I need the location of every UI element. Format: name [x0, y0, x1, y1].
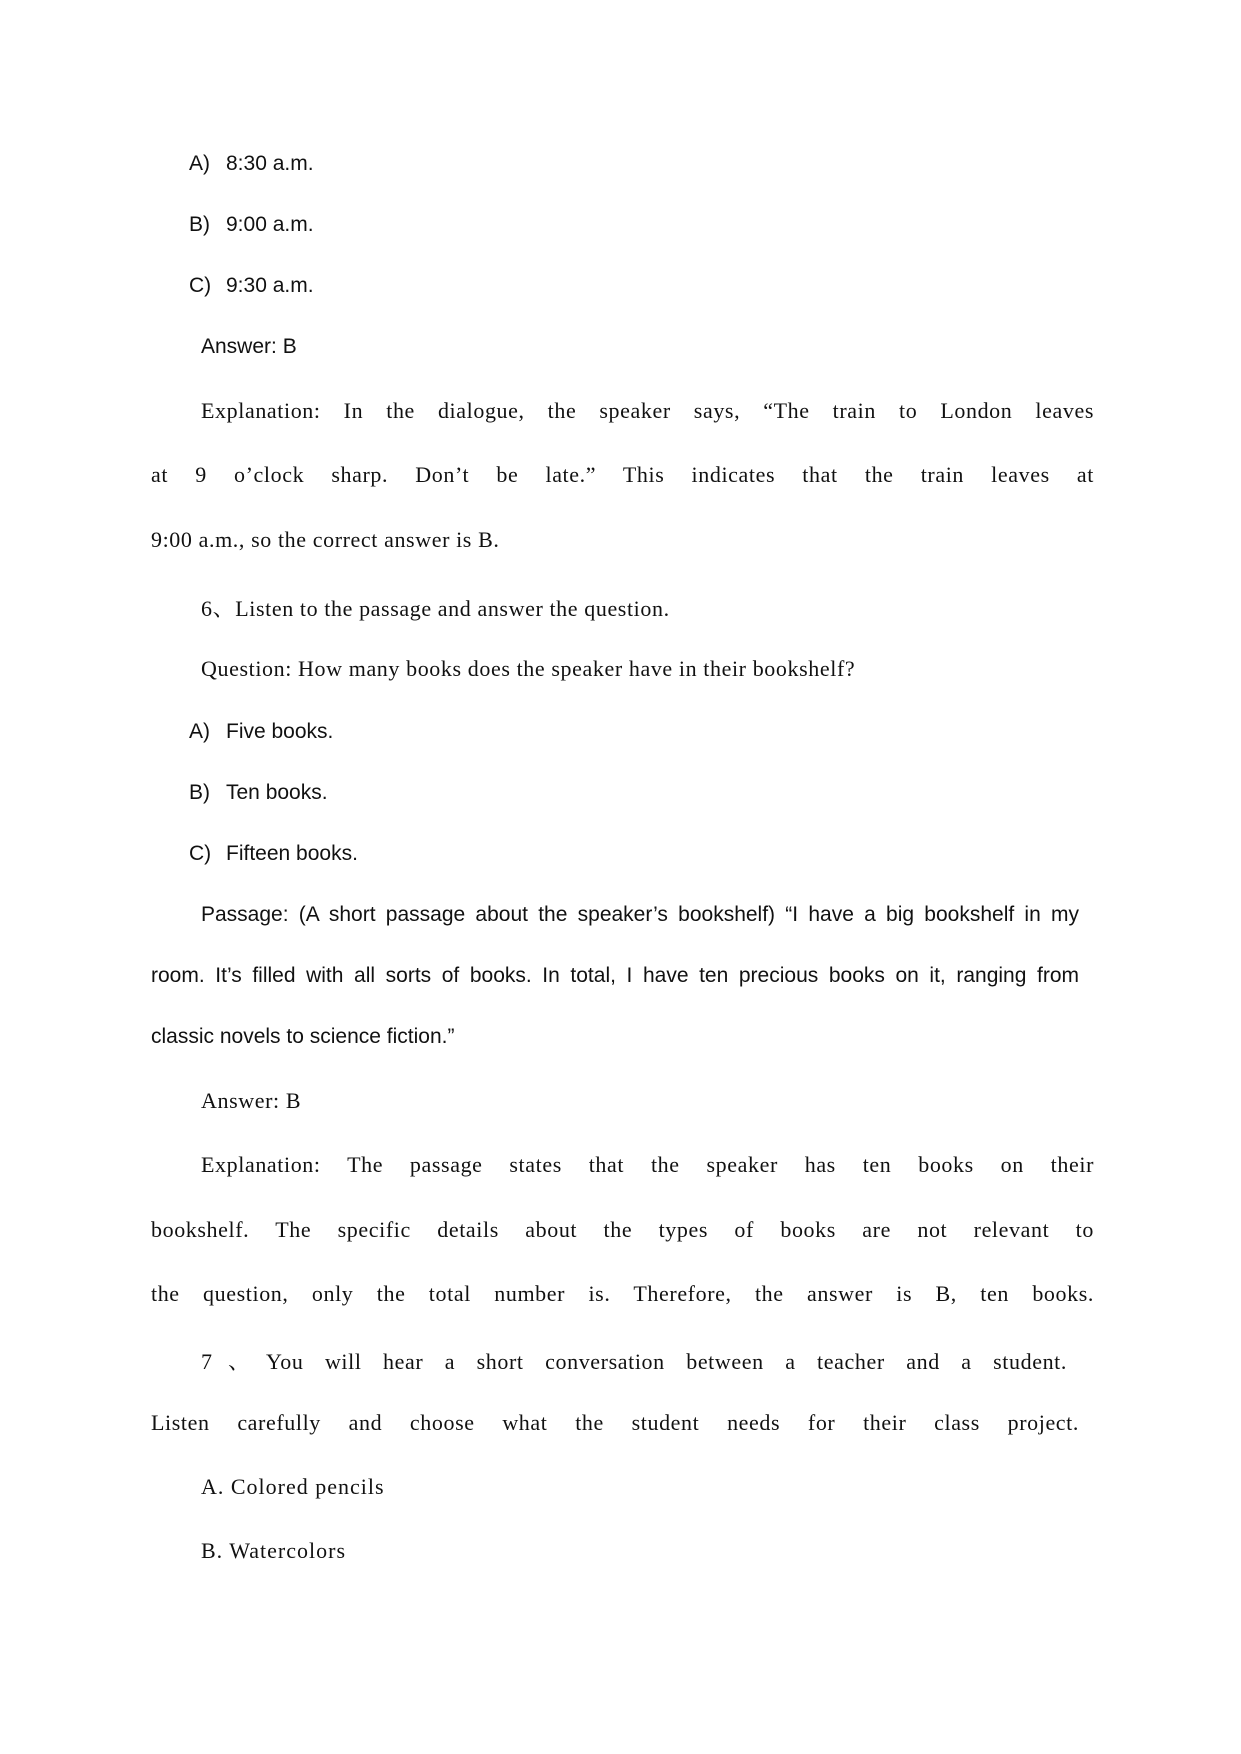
q5-explanation-line-1: Explanation: In the dialogue, the speaker says, “The train to London leaves	[201, 398, 1094, 423]
q5-option-a	[189, 152, 314, 176]
q5-explanation-line-2: at 9 o’clock sharp. Don’t be late.” This indicates that the train leaves at	[151, 462, 1094, 487]
option-label: B)	[189, 781, 210, 804]
q5-answer: Answer: B	[201, 335, 297, 358]
q6-explanation-line-1: Explanation: The passage states that the speaker has ten books on their	[201, 1152, 1094, 1177]
q7-option-b: B. Watercolors	[201, 1538, 347, 1563]
option-label: B)	[189, 213, 210, 236]
q7-option-a: A. Colored pencils	[201, 1474, 385, 1499]
option-text: 9:30 a.m.	[226, 274, 314, 297]
q5-option-b	[189, 213, 314, 237]
option-label: A)	[189, 720, 210, 743]
option-text: Five books.	[226, 720, 334, 743]
option-label: A)	[189, 152, 210, 175]
option-label: C)	[189, 842, 212, 865]
option-text: 8:30 a.m.	[226, 152, 314, 175]
q6-answer: Answer: B	[201, 1088, 302, 1113]
q7-intro-line-1: 7、You will hear a short conversation between a teacher and a student.	[201, 1349, 1067, 1374]
q5-explanation-line-3: 9:00 a.m., so the correct answer is B.	[151, 527, 500, 552]
q6-option-b	[189, 781, 328, 805]
option-text: Ten books.	[226, 781, 328, 804]
option-text: Fifteen books.	[226, 842, 358, 865]
q6-passage-line-1: Passage: (A short passage about the speaker’s bookshelf) “I have a big bookshelf in my	[201, 903, 1079, 926]
q7-intro-line-2: Listen carefully and choose what the student needs for their class project.	[151, 1410, 1079, 1435]
q6-passage-line-3: classic novels to science fiction.”	[151, 1025, 455, 1048]
q6-option-c	[189, 842, 358, 866]
q6-explanation-line-3: the question, only the total number is. Therefore, the answer is B, ten books.	[151, 1281, 1094, 1306]
option-label: C)	[189, 274, 212, 297]
q5-option-c	[189, 274, 314, 298]
q6-question: Question: How many books does the speaker have in their bookshelf?	[201, 656, 856, 681]
q6-explanation-line-2: bookshelf. The specific details about the types of books are not relevant to	[151, 1217, 1094, 1242]
q6-option-a	[189, 720, 333, 744]
q6-passage-line-2: room. It’s filled with all sorts of books. In total, I have ten precious books on it, ranging from	[151, 964, 1079, 987]
option-text: 9:00 a.m.	[226, 213, 314, 236]
q6-heading: 6、Listen to the passage and answer the question.	[201, 596, 670, 621]
